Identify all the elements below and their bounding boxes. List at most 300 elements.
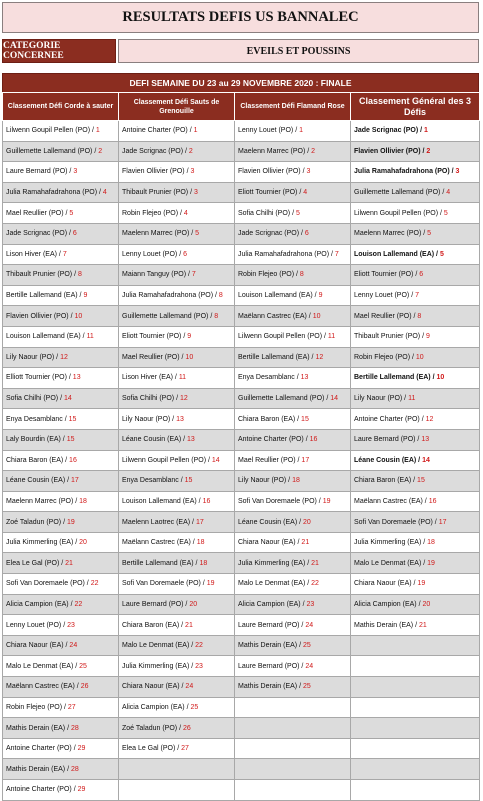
participant-name: Maelenn Laotrec (EA) / <box>122 518 194 526</box>
table-row <box>3 615 480 636</box>
participant-rank: 11 <box>178 374 187 382</box>
result-cell <box>119 141 235 162</box>
participant-name: Laure Bernard (PO) / <box>6 168 72 176</box>
result-cell <box>3 780 119 801</box>
participant-name: Lily Naour (PO) / <box>238 477 291 485</box>
participant-rank: 9 <box>83 292 88 300</box>
participant-rank: 20 <box>303 518 311 526</box>
participant-name: Chiara Baron (EA) / <box>122 621 184 629</box>
participant-name: Robin Flejeo (PO) / <box>6 703 66 711</box>
result-cell <box>119 429 235 450</box>
table-row <box>3 574 480 595</box>
result-cell <box>235 718 351 739</box>
participant-rank: 27 <box>181 745 189 753</box>
participant-rank: 8 <box>299 271 304 279</box>
participant-rank: 9 <box>318 292 323 300</box>
table-row <box>3 306 480 327</box>
participant-rank: 2 <box>98 147 103 155</box>
result-cell <box>235 326 351 347</box>
table-row <box>3 635 480 656</box>
participant-name: Flavien Ollivier (PO) / <box>6 312 73 320</box>
participant-name: Lison Hiver (EA) / <box>6 250 61 258</box>
result-cell <box>351 141 480 162</box>
participant-name: Julia Ramahafadrahona (PO) / <box>122 292 217 300</box>
participant-rank: 21 <box>418 621 427 629</box>
participant-rank: 3 <box>193 189 198 197</box>
result-cell <box>119 491 235 512</box>
result-cell <box>235 347 351 368</box>
result-cell <box>235 306 351 327</box>
result-cell <box>3 594 119 615</box>
participant-name: Alicia Campion (EA) / <box>122 703 189 711</box>
result-cell <box>119 223 235 244</box>
participant-rank: 23 <box>306 600 315 608</box>
participant-rank: 22 <box>74 600 83 608</box>
header-frog-jumps: Classement Défi Sauts de Grenouille <box>119 93 235 121</box>
participant-name: Lilwenn Goupil Pellen (PO) / <box>354 209 442 217</box>
participant-rank: 8 <box>417 312 422 320</box>
result-cell <box>3 677 119 698</box>
result-cell <box>3 738 119 759</box>
participant-name: Léane Cousin (EA) / <box>6 477 70 485</box>
result-cell <box>119 182 235 203</box>
participant-name: Alicia Campion (EA) / <box>354 600 421 608</box>
participant-name: Chiara Naour (EA) / <box>354 580 416 588</box>
result-cell <box>351 677 480 698</box>
result-cell <box>351 347 480 368</box>
result-cell <box>3 615 119 636</box>
participant-rank: 6 <box>304 230 309 238</box>
participant-name: Antoine Charter (PO) / <box>122 127 192 135</box>
participant-name: Jade Scrignac (PO) / <box>238 230 303 238</box>
participant-name: Chiara Naour (EA) / <box>238 539 300 547</box>
participant-rank: 14 <box>211 456 220 464</box>
participant-rank: 1 <box>424 127 428 135</box>
participant-rank: 22 <box>311 580 319 588</box>
participant-name: Laure Bernard (PO) / <box>354 436 420 444</box>
participant-name: Flavien Ollivier (PO) / <box>354 147 425 155</box>
participant-name: Lison Hiver (EA) / <box>122 374 177 382</box>
participant-rank: 7 <box>334 250 339 258</box>
result-cell <box>3 635 119 656</box>
participant-name: Mathis Derain (EA) / <box>238 683 302 691</box>
participant-name: Malo Le Denmat (EA) / <box>6 662 78 670</box>
result-cell <box>3 285 119 306</box>
participant-rank: 4 <box>303 189 308 197</box>
result-cell <box>119 738 235 759</box>
result-cell <box>119 203 235 224</box>
participant-rank: 24 <box>305 621 314 629</box>
participant-name: Zoé Taladun (PO) / <box>6 518 66 526</box>
participant-name: Mathis Derain (EA) / <box>6 765 70 773</box>
participant-rank: 18 <box>427 539 435 547</box>
result-cell <box>3 491 119 512</box>
participant-name: Jade Scrignac (PO) / <box>354 127 423 135</box>
table-row <box>3 780 480 801</box>
table-row <box>3 450 480 471</box>
result-cell <box>3 429 119 450</box>
result-cell <box>119 450 235 471</box>
participant-rank: 21 <box>311 559 319 567</box>
participant-rank: 25 <box>302 642 311 650</box>
result-cell <box>351 697 480 718</box>
participant-rank: 4 <box>183 209 188 217</box>
participant-rank: 10 <box>74 312 83 320</box>
result-cell <box>119 265 235 286</box>
participant-name: Thibault Prunier (PO) / <box>354 333 425 341</box>
result-cell <box>235 594 351 615</box>
participant-rank: 11 <box>86 333 94 341</box>
participant-rank: 17 <box>438 518 447 526</box>
participant-name: Lilwenn Goupil Pellen (PO) / <box>238 333 326 341</box>
result-cell <box>235 512 351 533</box>
result-cell <box>119 780 235 801</box>
result-cell <box>351 635 480 656</box>
participant-rank: 25 <box>302 683 311 691</box>
participant-name: Malo Le Denmat (EA) / <box>122 642 194 650</box>
result-cell <box>235 388 351 409</box>
participant-name: Chiara Baron (EA) / <box>238 415 300 423</box>
result-cell <box>351 162 480 183</box>
participant-rank: 8 <box>218 292 223 300</box>
result-cell <box>235 471 351 492</box>
result-cell <box>3 223 119 244</box>
participant-rank: 20 <box>79 539 87 547</box>
participant-rank: 6 <box>183 250 188 258</box>
result-cell <box>3 182 119 203</box>
result-cell <box>3 306 119 327</box>
result-cell <box>119 121 235 142</box>
result-cell <box>235 780 351 801</box>
participant-rank: 16 <box>309 436 318 444</box>
participant-rank: 27 <box>67 703 76 711</box>
result-cell <box>119 285 235 306</box>
participant-name: Maiann Tanguy (PO) / <box>122 271 190 279</box>
table-row <box>3 162 480 183</box>
result-cell <box>3 759 119 780</box>
header-row <box>3 93 480 121</box>
result-cell <box>351 203 480 224</box>
result-cell <box>351 471 480 492</box>
participant-name: Julia Ramahafadrahona (PO) / <box>238 250 333 258</box>
results-body <box>3 121 480 801</box>
participant-name: Antoine Charter (PO) / <box>6 745 76 753</box>
result-cell <box>351 594 480 615</box>
table-row <box>3 285 480 306</box>
participant-rank: 12 <box>315 353 324 361</box>
participant-name: Malo Le Denmat (EA) / <box>238 580 310 588</box>
participant-name: Robin Flejeo (PO) / <box>122 209 182 217</box>
result-cell <box>235 409 351 430</box>
table-row <box>3 121 480 142</box>
participant-name: Chiara Baron (EA) / <box>6 456 68 464</box>
participant-rank: 25 <box>190 703 199 711</box>
result-cell <box>351 182 480 203</box>
result-cell <box>119 388 235 409</box>
participant-rank: 3 <box>73 168 78 176</box>
result-cell <box>3 471 119 492</box>
table-row <box>3 512 480 533</box>
result-cell <box>119 347 235 368</box>
participant-rank: 9 <box>425 333 430 341</box>
table-row <box>3 409 480 430</box>
category-label: CATEGORIE CONCERNEE <box>2 39 116 63</box>
result-cell <box>119 471 235 492</box>
participant-rank: 10 <box>312 312 321 320</box>
result-cell <box>119 244 235 265</box>
participant-name: Sofia Chilhi (PO) / <box>122 395 179 403</box>
participant-rank: 6 <box>419 271 424 279</box>
participant-rank: 10 <box>185 353 194 361</box>
result-cell <box>3 553 119 574</box>
result-cell <box>3 244 119 265</box>
participant-name: Alicia Campion (EA) / <box>6 600 73 608</box>
result-cell <box>351 223 480 244</box>
participant-name: Laure Bernard (PO) / <box>238 662 304 670</box>
participant-rank: 15 <box>66 436 75 444</box>
result-cell <box>3 141 119 162</box>
participant-rank: 18 <box>79 497 87 505</box>
participant-rank: 13 <box>176 415 184 423</box>
table-row <box>3 182 480 203</box>
participant-rank: 5 <box>195 230 200 238</box>
participant-rank: 26 <box>182 724 191 732</box>
result-cell <box>235 265 351 286</box>
participant-rank: 21 <box>185 621 193 629</box>
result-cell <box>3 388 119 409</box>
table-row <box>3 738 480 759</box>
participant-rank: 8 <box>77 271 82 279</box>
participant-rank: 15 <box>417 477 425 485</box>
participant-name: Eliott Tournier (PO) / <box>238 189 302 197</box>
participant-name: Elea Le Gal (PO) / <box>122 745 180 753</box>
participant-rank: 3 <box>306 168 311 176</box>
participant-rank: 4 <box>102 189 107 197</box>
table-row <box>3 759 480 780</box>
result-cell <box>351 429 480 450</box>
table-row <box>3 697 480 718</box>
result-cell <box>351 306 480 327</box>
result-cell <box>119 162 235 183</box>
result-cell <box>3 162 119 183</box>
participant-rank: 24 <box>305 662 314 670</box>
category-value: EVEILS ET POUSSINS <box>118 39 479 63</box>
participant-rank: 22 <box>90 580 99 588</box>
participant-rank: 11 <box>408 395 416 403</box>
participant-rank: 14 <box>63 395 72 403</box>
participant-rank: 4 <box>446 189 451 197</box>
participant-rank: 19 <box>66 518 75 526</box>
participant-name: Louison Lallemand (EA) / <box>122 497 201 505</box>
result-cell <box>351 656 480 677</box>
result-cell <box>351 368 480 389</box>
table-row <box>3 388 480 409</box>
participant-rank: 5 <box>439 250 444 258</box>
participant-name: Jade Scrignac (PO) / <box>122 147 187 155</box>
table-row <box>3 265 480 286</box>
participant-name: Lenny Louet (PO) / <box>354 292 414 300</box>
participant-name: Sofia Chilhi (PO) / <box>238 209 295 217</box>
participant-name: Robin Flejeo (PO) / <box>354 353 414 361</box>
result-cell <box>3 265 119 286</box>
participant-name: Louison Lallemand (EA) / <box>354 250 439 258</box>
participant-name: Lily Naour (PO) / <box>6 353 59 361</box>
participant-name: Laure Bernard (PO) / <box>238 621 304 629</box>
participant-rank: 26 <box>80 683 89 691</box>
table-row <box>3 656 480 677</box>
participant-rank: 13 <box>421 436 430 444</box>
participant-name: Eliott Tournier (PO) / <box>122 333 186 341</box>
table-row <box>3 677 480 698</box>
participant-name: Maelenn Marrec (PO) / <box>354 230 426 238</box>
participant-name: Guillemette Lallemand (PO) / <box>354 189 445 197</box>
result-cell <box>3 718 119 739</box>
participant-rank: 23 <box>67 621 75 629</box>
table-row <box>3 553 480 574</box>
result-cell <box>351 532 480 553</box>
participant-rank: 12 <box>179 395 188 403</box>
table-row <box>3 347 480 368</box>
participant-rank: 20 <box>422 600 431 608</box>
participant-rank: 2 <box>426 147 431 155</box>
participant-rank: 25 <box>79 662 87 670</box>
result-cell <box>3 121 119 142</box>
participant-name: Léane Cousin (EA) / <box>122 436 186 444</box>
result-cell <box>235 615 351 636</box>
participant-rank: 5 <box>443 209 448 217</box>
result-cell <box>235 141 351 162</box>
result-cell <box>3 532 119 553</box>
participant-name: Lenny Louet (PO) / <box>6 621 66 629</box>
result-cell <box>119 635 235 656</box>
participant-name: Antoine Charter (PO) / <box>238 436 308 444</box>
result-cell <box>235 759 351 780</box>
participant-name: Chiara Naour (EA) / <box>122 683 184 691</box>
table-row <box>3 594 480 615</box>
participant-name: Sofi Van Doremaele (PO) / <box>6 580 89 588</box>
participant-rank: 24 <box>185 683 194 691</box>
participant-rank: 5 <box>427 230 432 238</box>
participant-name: Maelenn Marrec (PO) / <box>238 147 310 155</box>
result-cell <box>351 759 480 780</box>
table-row <box>3 368 480 389</box>
participant-rank: 13 <box>72 374 81 382</box>
result-cell <box>351 121 480 142</box>
participant-name: Alicia Campion (EA) / <box>238 600 305 608</box>
participant-name: Guillemette Lallemand (PO) / <box>238 395 329 403</box>
results-table <box>2 92 480 801</box>
participant-name: Louison Lallemand (EA) / <box>238 292 317 300</box>
participant-name: Lilwenn Goupil Pellen (PO) / <box>6 127 94 135</box>
participant-rank: 15 <box>68 415 77 423</box>
participant-name: Julia Kimmerling (EA) / <box>122 662 194 670</box>
participant-name: Guillemette Lallemand (PO) / <box>6 147 97 155</box>
table-row <box>3 141 480 162</box>
participant-name: Bertille Lallemand (EA) / <box>238 353 314 361</box>
result-cell <box>351 326 480 347</box>
participant-rank: 3 <box>455 168 460 176</box>
participant-name: Enya Desamblanc / <box>6 415 67 423</box>
participant-rank: 9 <box>187 333 192 341</box>
result-cell <box>235 121 351 142</box>
result-cell <box>351 780 480 801</box>
header-jump-rope: Classement Défi Corde à sauter <box>3 93 119 121</box>
participant-rank: 7 <box>415 292 420 300</box>
result-cell <box>351 553 480 574</box>
participant-name: Laly Bourdin (EA) / <box>6 436 65 444</box>
participant-name: Sofi Van Doremaele (PO) / <box>122 580 205 588</box>
participant-name: Sofi Van Doremaele (PO) / <box>354 518 437 526</box>
participant-name: Antoine Charter (PO) / <box>354 415 424 423</box>
participant-name: Robin Flejeo (PO) / <box>238 271 298 279</box>
participant-name: Flavien Ollivier (PO) / <box>238 168 305 176</box>
table-row <box>3 429 480 450</box>
participant-name: Lenny Louet (PO) / <box>122 250 182 258</box>
participant-rank: 16 <box>202 497 211 505</box>
result-cell <box>119 697 235 718</box>
participant-name: Lenny Louet (PO) / <box>238 127 298 135</box>
result-cell <box>351 718 480 739</box>
participant-name: Maëlann Castrec (EA) / <box>354 497 427 505</box>
participant-name: Maëlann Castrec (EA) / <box>122 539 195 547</box>
participant-rank: 12 <box>60 353 68 361</box>
result-cell <box>235 182 351 203</box>
participant-rank: 18 <box>196 539 205 547</box>
participant-name: Bertille Lallemand (EA) / <box>6 292 82 300</box>
participant-rank: 13 <box>300 374 309 382</box>
table-row <box>3 223 480 244</box>
result-cell <box>119 594 235 615</box>
result-cell <box>235 738 351 759</box>
participant-rank: 7 <box>62 250 67 258</box>
result-cell <box>119 759 235 780</box>
result-cell <box>351 285 480 306</box>
participant-rank: 19 <box>206 580 215 588</box>
participant-rank: 12 <box>425 415 434 423</box>
participant-name: Bertille Lallemand (EA) / <box>354 374 435 382</box>
table-row <box>3 532 480 553</box>
participant-rank: 1 <box>193 127 198 135</box>
participant-name: Zoé Taladun (PO) / <box>122 724 182 732</box>
participant-name: Thibault Prunier (PO) / <box>6 271 77 279</box>
result-cell <box>3 656 119 677</box>
participant-name: Chiara Baron (EA) / <box>354 477 416 485</box>
participant-name: Sofi Van Doremaele (PO) / <box>238 497 321 505</box>
participant-rank: 29 <box>77 786 86 794</box>
result-cell <box>235 223 351 244</box>
participant-name: Enya Desamblanc / <box>122 477 183 485</box>
participant-rank: 14 <box>422 456 430 464</box>
result-cell <box>3 574 119 595</box>
result-cell <box>235 553 351 574</box>
participant-name: Lily Naour (PO) / <box>354 395 407 403</box>
result-cell <box>351 450 480 471</box>
participant-rank: 5 <box>69 209 74 217</box>
participant-name: Louison Lallemand (EA) / <box>6 333 85 341</box>
participant-rank: 1 <box>95 127 100 135</box>
participant-name: Bertille Lallemand (EA) / <box>122 559 198 567</box>
result-cell <box>119 368 235 389</box>
result-cell <box>3 368 119 389</box>
participant-name: Léane Cousin (EA) / <box>354 456 421 464</box>
result-cell <box>119 574 235 595</box>
result-cell <box>119 532 235 553</box>
participant-name: Laure Bernard (PO) / <box>122 600 188 608</box>
result-cell <box>351 244 480 265</box>
header-general: Classement Général des 3 Défis <box>351 93 480 121</box>
result-cell <box>119 306 235 327</box>
result-cell <box>351 574 480 595</box>
